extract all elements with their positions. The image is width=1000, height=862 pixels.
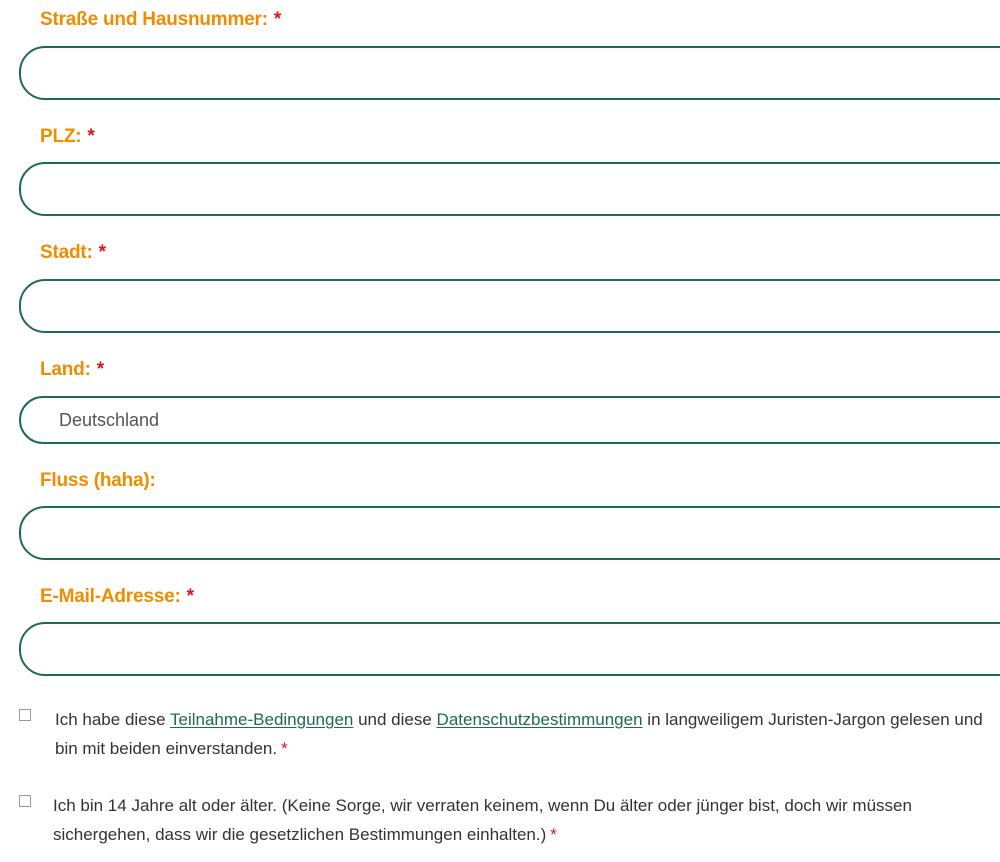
city-label-text: Stadt: (40, 242, 93, 263)
age-checkbox[interactable] (19, 795, 31, 807)
terms-text-1: Ich habe diese (55, 710, 170, 729)
city-input[interactable] (19, 279, 1000, 333)
terms-text-3: in langweiligem Juristen-Jargon gelesen und (642, 710, 983, 729)
zip-label-text: PLZ: (40, 126, 82, 147)
river-label-text: Fluss (haha): (40, 470, 156, 491)
terms-text-2: und diese (353, 710, 437, 729)
country-label-text: Land: (40, 359, 91, 380)
age-line-2 (53, 820, 1000, 849)
river-label (40, 470, 156, 492)
terms-line-2 (55, 734, 1000, 763)
street-required-mark: * (273, 9, 282, 30)
country-label (40, 359, 104, 381)
privacy-link[interactable]: Datenschutzbestimmungen (436, 710, 643, 729)
email-label (40, 586, 194, 608)
zip-label (40, 126, 95, 148)
terms-required-mark: * (281, 739, 288, 758)
email-required-mark: * (186, 586, 194, 607)
terms-checkbox[interactable] (19, 709, 31, 721)
country-input[interactable] (19, 396, 1000, 444)
terms-text-4: bin mit beiden einverstanden. (55, 739, 278, 758)
country-required-mark: * (96, 359, 104, 380)
street-label-text: Straße und Hausnummer: (40, 9, 268, 30)
street-label (40, 9, 281, 31)
age-consent-text (53, 791, 1000, 849)
zip-required-mark: * (87, 126, 95, 147)
river-input[interactable] (19, 506, 1000, 560)
city-required-mark: * (98, 242, 106, 263)
terms-consent-text (55, 705, 1000, 763)
age-text-2: sichergehen, dass wir die gesetzlichen Bestimmungen einhalten.) (53, 825, 547, 844)
email-label-text: E-Mail-Adresse: (40, 586, 181, 607)
terms-link[interactable]: Teilnahme-Bedingungen (170, 710, 354, 729)
email-input[interactable] (19, 622, 1000, 676)
zip-input[interactable] (19, 162, 1000, 216)
terms-line-1 (55, 705, 1000, 734)
city-label (40, 242, 106, 264)
age-line-1: Ich bin 14 Jahre alt oder älter. (Keine Sorge, wir verraten keinem, wenn Du älter oder jünger bist, doch wir müssen (53, 796, 912, 815)
street-input[interactable] (19, 46, 1000, 100)
age-required-mark: * (550, 825, 557, 844)
